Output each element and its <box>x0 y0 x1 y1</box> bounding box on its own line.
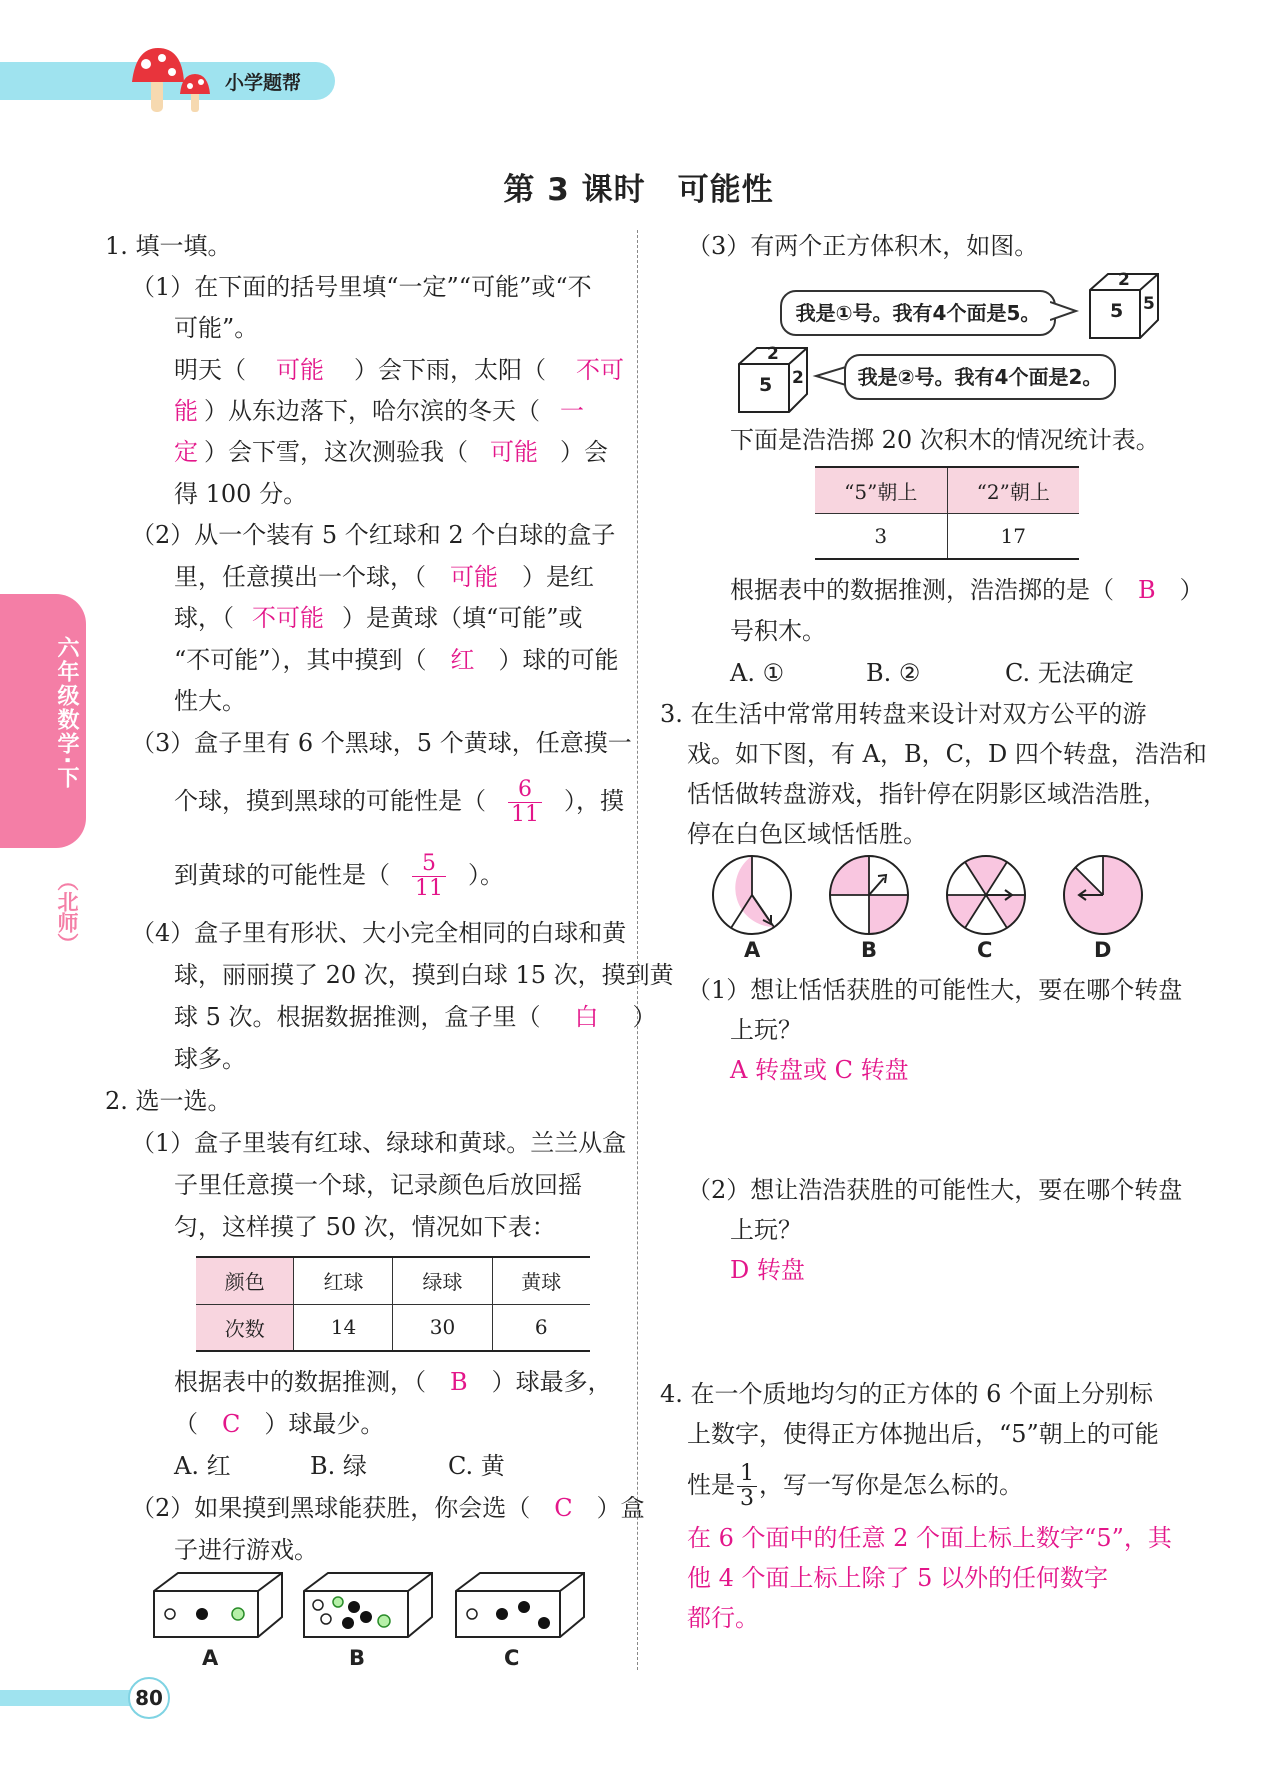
cube-1-front-face: 5 <box>1110 300 1124 322</box>
q2-p3-option-c: C. 无法确定 <box>1005 659 1134 687</box>
column-divider <box>637 230 638 1670</box>
cube-1-side-face: 5 <box>1143 294 1155 314</box>
q1-p2-line3: 球，（ 不可能 ）是黄球（填“可能”或 <box>174 604 583 632</box>
table-cell: 次数 <box>196 1304 294 1351</box>
mushroom-logo-icon <box>128 44 218 116</box>
q4-answer-line1: 在 6 个面中的任意 2 个面上标上数字“5”，其 <box>687 1524 1172 1552</box>
table-header-cell: 黄球 <box>492 1257 590 1304</box>
answer-blank: 可能 <box>276 356 324 384</box>
answer-blank: 不可能 <box>252 604 324 632</box>
q2-p3-option-b: B. ② <box>866 659 921 687</box>
table-cell: 30 <box>393 1304 492 1351</box>
ball-box-b <box>302 1571 434 1641</box>
answer-blank: 可能 <box>490 438 538 466</box>
q4-line3: 性是 $\frac{1}{3}$ ，写一写你是怎么标的。 <box>687 1461 1023 1511</box>
spinner-label-c: C <box>977 938 993 962</box>
q2-p1-line5: （ C ）球最少。 <box>174 1410 385 1438</box>
q3-p2-line1: （2）想让浩浩获胜的可能性大，要在哪个转盘 <box>687 1176 1183 1204</box>
q1-p1-line4: 能 ）从东边落下，哈尔滨的冬天（ 一 <box>174 397 584 425</box>
q2-heading: 2. 选一选。 <box>105 1087 232 1115</box>
q1-p2-line1: （2）从一个装有 5 个红球和 2 个白球的盒子 <box>131 521 616 549</box>
q2-p1-line4: 根据表中的数据推测，（ B ）球最多， <box>174 1368 612 1396</box>
speech-bubble-2: 我是②号。我有4个面是2。 <box>844 354 1116 400</box>
answer-blank: C <box>222 1410 241 1438</box>
q1-p3-line1: （3）盒子里有 6 个黑球，5 个黄球，任意摸一 <box>131 729 632 757</box>
q1-heading: 1. 填一填。 <box>105 232 232 260</box>
brand-name: 小学题帮 <box>225 72 302 94</box>
spinner-label-b: B <box>861 938 878 962</box>
q3-line4: 停在白色区域恬恬胜。 <box>687 820 927 848</box>
box-label-a: A <box>202 1646 219 1670</box>
spinner-b <box>828 854 910 936</box>
q3-p1-line2: 上玩？ <box>730 1016 802 1044</box>
q2-p3-line3: 根据表中的数据推测，浩浩掷的是（ B ） <box>730 576 1204 604</box>
q1-p4-line1: （4）盒子里有形状、大小完全相同的白球和黄 <box>131 919 627 947</box>
q1-p3-line3: 到黄球的可能性是（ $\frac{5}{11}$ ）。 <box>174 851 504 901</box>
answer-blank: 能 <box>174 397 198 425</box>
side-tab-edition: （北师） <box>55 870 79 954</box>
answer-blank: 不可 <box>576 356 624 384</box>
ball-box-a <box>152 1571 284 1641</box>
answer-blank: 白 <box>574 1003 599 1031</box>
answer-blank: 可能 <box>450 563 498 591</box>
speech-bubble-1: 我是①号。我有4个面是5。 <box>780 290 1056 336</box>
q1-p1-line3: 明天（ 可能 ）会下雨，太阳（ 不可 <box>174 356 624 384</box>
q1-p1-line6: 得 100 分。 <box>174 480 308 508</box>
q3-p2-answer: D 转盘 <box>730 1256 805 1284</box>
q1-p1-line1: （1）在下面的括号里填“一定”“可能”或“不 <box>131 273 592 301</box>
side-tab-grade: 六年级数学·下 <box>54 636 79 791</box>
q2-p1-line1: （1）盒子里装有红球、绿球和黄球。兰兰从盒 <box>131 1129 627 1157</box>
q2-p1-line2: 子里任意摸一个球，记录颜色后放回摇 <box>174 1171 582 1199</box>
q1-p2-line2: 里，任意摸出一个球，（ 可能 ）是红 <box>174 563 594 591</box>
q2-p1-option-c: C. 黄 <box>448 1452 505 1480</box>
q1-p1-line5: 定 ）会下雪，这次测验我（ 可能 ）会 <box>174 438 608 466</box>
q1-p2-line4: “不可能”），其中摸到（ 红 ）球的可能 <box>174 646 619 674</box>
q1-p3-line2: 个球，摸到黑球的可能性是（ $\frac{6}{11}$ ），摸 <box>174 777 624 827</box>
bubble-tail-1 <box>1050 298 1080 324</box>
q4-answer-line3: 都行。 <box>687 1604 759 1632</box>
spinner-d <box>1062 854 1144 936</box>
box-label-c: C <box>504 1646 520 1670</box>
q1-p1-line2: 可能”。 <box>174 314 259 342</box>
q4-line1: 4. 在一个质地均匀的正方体的 6 个面上分别标 <box>660 1380 1154 1408</box>
q3-line3: 恬恬做转盘游戏，指针停在阴影区域浩浩胜， <box>687 780 1167 808</box>
q3-line1: 3. 在生活中常常用转盘来设计对双方公平的游 <box>660 700 1147 728</box>
fraction: $\frac{1}{3}$ <box>737 1462 757 1511</box>
q4-line2: 上数字，使得正方体抛出后，“5”朝上的可能 <box>687 1420 1159 1448</box>
q2-p2-line1: （2）如果摸到黑球能获胜，你会选（ C ）盒 <box>131 1494 645 1522</box>
q1-p2-line5: 性大。 <box>174 687 246 715</box>
q3-p2-line2: 上玩？ <box>730 1216 802 1244</box>
q2-p1-option-b: B. 绿 <box>310 1452 367 1480</box>
q2-p2-line2: 子进行游戏。 <box>174 1536 318 1564</box>
answer-blank: B <box>1138 576 1156 604</box>
q1-p4-line2: 球，丽丽摸了 20 次，摸到白球 15 次，摸到黄 <box>174 961 674 989</box>
answer-blank: 红 <box>450 646 475 674</box>
answer-blank: C <box>554 1494 573 1522</box>
ball-count-table <box>196 1256 590 1352</box>
cube-2-side-face: 2 <box>792 368 804 388</box>
q3-p1-line1: （1）想让恬恬获胜的可能性大，要在哪个转盘 <box>687 976 1183 1004</box>
answer-blank: 一 <box>560 397 584 425</box>
spinner-label-d: D <box>1094 938 1112 962</box>
table-cell: 3 <box>815 513 947 559</box>
page-number: 80 <box>128 1677 170 1719</box>
q1-p4-line4: 球多。 <box>174 1045 246 1073</box>
answer-blank: 定 <box>174 438 198 466</box>
box-label-b: B <box>349 1646 366 1670</box>
fraction-answer: $\frac{6}{11}$ <box>508 778 542 827</box>
fraction-answer: $\frac{5}{11}$ <box>412 852 446 901</box>
spinner-label-a: A <box>744 938 761 962</box>
bubble-tail-2 <box>812 363 846 389</box>
cube-roll-table <box>815 466 1079 560</box>
q3-p1-answer: A 转盘或 C 转盘 <box>730 1056 909 1084</box>
spinner-a <box>711 854 793 936</box>
q2-p3-line4: 号积木。 <box>730 617 826 645</box>
table-header-cell: 颜色 <box>196 1257 294 1304</box>
table-header-cell: “5”朝上 <box>815 467 947 513</box>
table-cell: 6 <box>492 1304 590 1351</box>
q2-p1-line3: 匀，这样摸了 50 次，情况如下表： <box>174 1213 556 1241</box>
q2-p3-line1: （3）有两个正方体积木，如图。 <box>687 232 1039 260</box>
table-header-cell: 红球 <box>294 1257 393 1304</box>
table-header-cell: 绿球 <box>393 1257 492 1304</box>
page-title: 第 3 课时 可能性 <box>503 172 774 208</box>
cube-1-top-face: 2 <box>1118 270 1130 290</box>
table-cell: 14 <box>294 1304 393 1351</box>
footer-band <box>0 1690 140 1706</box>
table-cell: 17 <box>947 513 1079 559</box>
spinner-c <box>945 854 1027 936</box>
ball-box-c <box>454 1571 586 1641</box>
q2-p3-option-a: A. ① <box>730 659 785 687</box>
q2-p1-option-a: A. 红 <box>174 1452 231 1480</box>
cube-2-top-face: 2 <box>767 344 779 364</box>
answer-blank: B <box>450 1368 468 1396</box>
q1-p4-line3: 球 5 次。根据数据推测，盒子里（ 白 ） <box>174 1003 657 1031</box>
q2-p3-line2: 下面是浩浩掷 20 次积木的情况统计表。 <box>730 426 1160 454</box>
q3-line2: 戏。如下图，有 A，B，C，D 四个转盘，浩浩和 <box>687 740 1207 768</box>
q4-answer-line2: 他 4 个面上标上除了 5 以外的任何数字 <box>687 1564 1109 1592</box>
table-header-cell: “2”朝上 <box>947 467 1079 513</box>
cube-2-front-face: 5 <box>759 374 773 396</box>
